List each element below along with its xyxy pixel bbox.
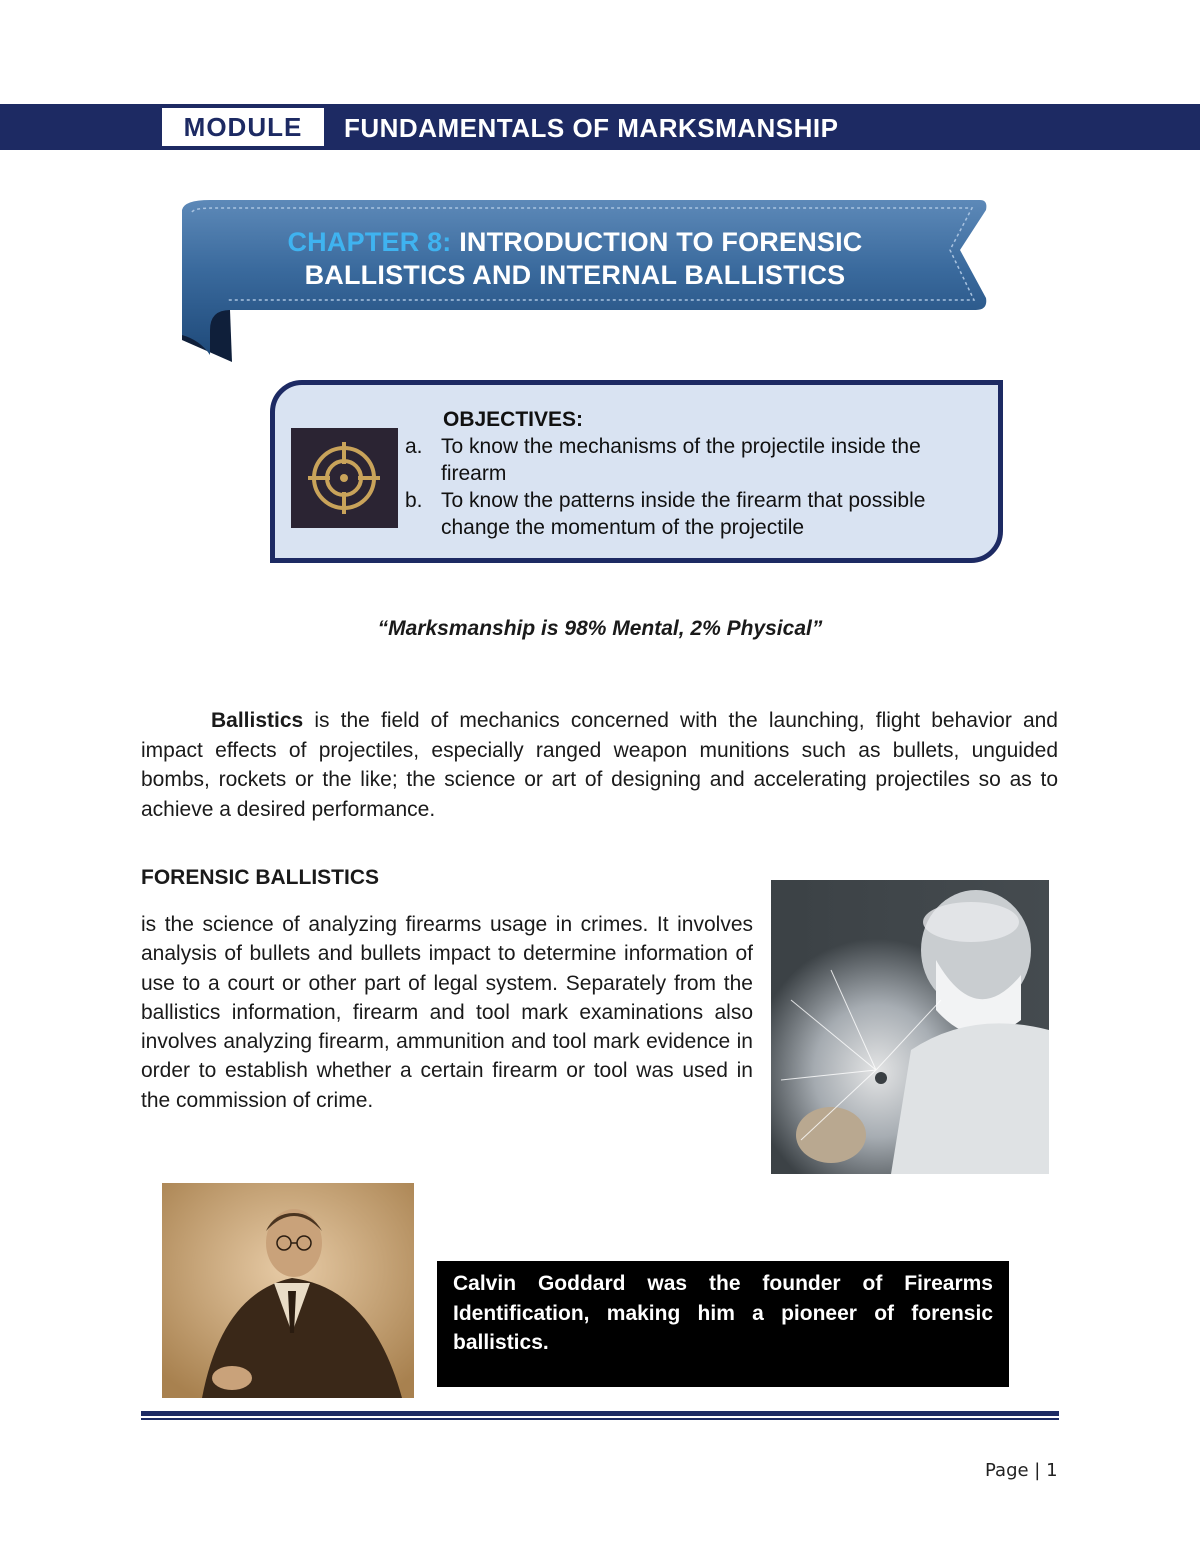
objective-item [405,433,985,487]
forensic-scientist-photo [771,880,1049,1174]
forensic-ballistics-heading: FORENSIC BALLISTICS [141,866,380,889]
goddard-caption: Calvin Goddard was the founder of Firearms Identification, making him a pioneer of forensic ballistics. [437,1261,1009,1387]
objectives-content [405,406,985,541]
objective-item [405,487,985,541]
chapter-title-line2: BALLISTICS AND INTERNAL BALLISTICS [304,260,846,290]
chapter-title-line1: INTRODUCTION TO FORENSIC [459,227,863,257]
page-number: Page | 1 [985,1460,1058,1481]
ballistics-definition-text: is the field of mechanics concerned with the launching, flight behavior and impact effects of projectiles, especially ranged weapon munitions such as bullets, unguided bombs, rockets or the like; the science or art of designing and accelerating projectiles so as to achieve a desired performance. [141,709,1058,821]
footer-rule-thin [141,1418,1059,1420]
objectives-heading: OBJECTIVES: [443,408,584,431]
module-label: MODULE [160,106,326,148]
objective-marker: b. [405,489,423,512]
marksmanship-quote: “Marksmanship is 98% Mental, 2% Physical” [377,617,823,640]
footer-rule [141,1411,1059,1416]
crosshair-target-icon [291,428,398,528]
target-tile [291,428,398,528]
objective-marker: a. [405,435,423,458]
chapter-title [230,226,920,292]
objective-text: To know the patterns inside the firearm that possible change the momentum of the projectile [441,489,926,539]
ballistics-definition [141,706,1058,824]
objective-text: To know the mechanisms of the projectile inside the firearm [441,435,921,485]
chapter-number: CHAPTER 8: [287,227,452,257]
ballistics-term: Ballistics [211,709,304,732]
module-title: FUNDAMENTALS OF MARKSMANSHIP [344,112,839,143]
calvin-goddard-portrait [162,1183,414,1398]
forensic-ballistics-text: is the science of analyzing firearms usage in crimes. It involves analysis of bullets and bullets impact to determine information of use to a court or other part of legal system. Separately from the ballistics information, firearm and tool mark examinations also involves analyzing firearm, ammunition and tool mark evidence in order to establish whether a certain firearm or tool was used in the commission of crime. [141,913,753,1112]
